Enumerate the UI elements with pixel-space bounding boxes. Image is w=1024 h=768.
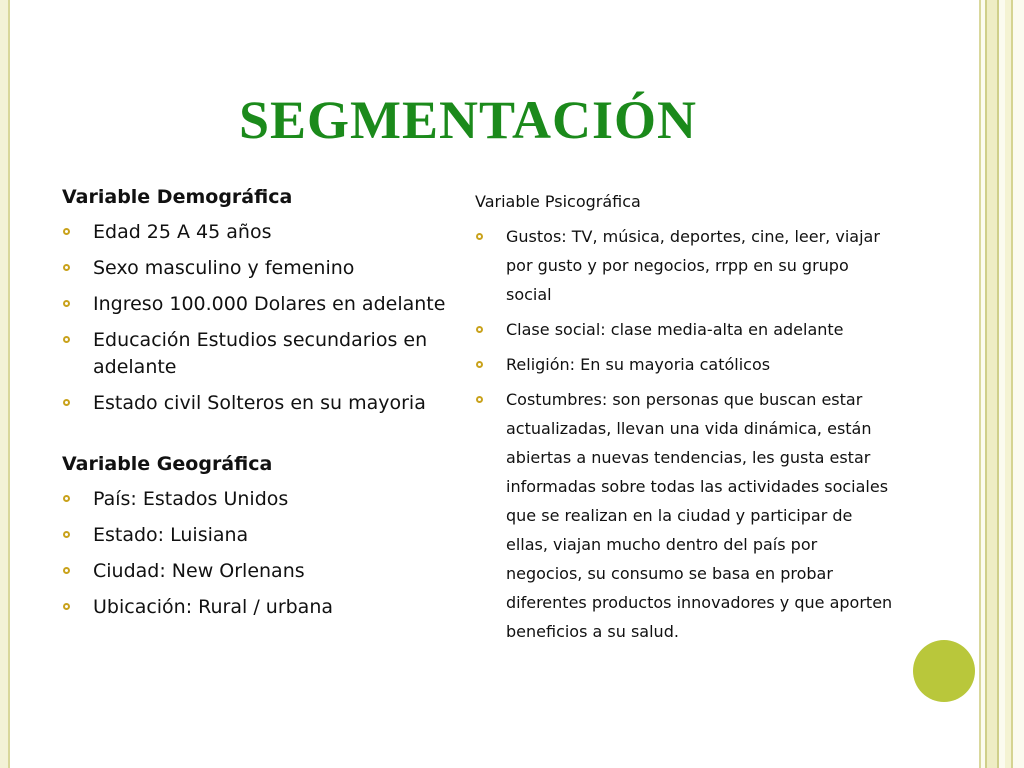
list-item [62, 327, 452, 381]
list-item [62, 255, 452, 282]
bullet-icon [63, 336, 70, 343]
bullet-icon [63, 531, 70, 538]
list-item [62, 522, 452, 549]
list-item-text: Sexo masculino y femenino [93, 257, 355, 279]
list-item [475, 315, 895, 344]
bullet-icon [63, 228, 70, 235]
list-item-text: Religión: En su mayoria católicos [506, 355, 771, 374]
geographic-list [62, 486, 452, 621]
bullet-icon [476, 396, 483, 403]
bullet-icon [63, 603, 70, 610]
bullet-icon [63, 300, 70, 307]
list-item [475, 222, 895, 309]
list-item-text: Estado: Luisiana [93, 524, 249, 546]
bullet-icon [63, 495, 70, 502]
demographic-section [62, 184, 452, 417]
list-item-text: Gustos: TV, música, deportes, cine, leer, viajar por gusto y por negocios, rrpp en su grupo social [506, 227, 880, 304]
bullet-icon [63, 399, 70, 406]
bullet-icon [63, 567, 70, 574]
list-item [62, 219, 452, 246]
list-item-text: Educación Estudios secundarios en adelante [93, 329, 428, 378]
list-item-text: Ingreso 100.000 Dolares en adelante [93, 293, 446, 315]
list-item [62, 291, 452, 318]
list-item-text: Ciudad: New Orlenans [93, 560, 305, 582]
list-item [475, 350, 895, 379]
list-item [475, 385, 895, 646]
list-item [62, 594, 452, 621]
right-frame-border [979, 0, 1024, 768]
bullet-icon [476, 233, 483, 240]
bullet-icon [63, 264, 70, 271]
bullet-icon [476, 326, 483, 333]
frame-stripe [1005, 0, 1013, 768]
list-item-text: Clase social: clase media-alta en adelante [506, 320, 844, 339]
geographic-heading: Variable Geográfica [62, 453, 273, 475]
frame-stripe [985, 0, 999, 768]
demographic-heading: Variable Demográfica [62, 186, 293, 208]
psychographic-list [475, 222, 895, 646]
slide-title: SEGMENTACIÓN [238, 90, 698, 150]
list-item [62, 390, 452, 417]
list-item [62, 558, 452, 585]
decorative-circle [913, 640, 975, 702]
list-item-text: Estado civil Solteros en su mayoria [93, 392, 426, 414]
demographic-list [62, 219, 452, 417]
list-item [62, 486, 452, 513]
left-column [62, 184, 452, 641]
psychographic-heading: Variable Psicográfica [475, 192, 641, 211]
list-item-text: Edad 25 A 45 años [93, 221, 272, 243]
bullet-icon [476, 361, 483, 368]
list-item-text: País: Estados Unidos [93, 488, 289, 510]
geographic-section [62, 451, 452, 621]
psychographic-section [475, 187, 895, 646]
list-item-text: Ubicación: Rural / urbana [93, 596, 334, 618]
list-item-text: Costumbres: son personas que buscan estar actualizadas, llevan una vida dinámica, están abiertas a nuevas tendencias, les gusta estar informadas sobre todas las actividades sociales que se realizan en la ciudad y participar de ellas, viajan mucho dentro del país por negocios, su consumo se basa en probar diferentes productos innovadores y que aporten beneficios a su salud. [506, 390, 893, 641]
right-column [475, 187, 895, 666]
